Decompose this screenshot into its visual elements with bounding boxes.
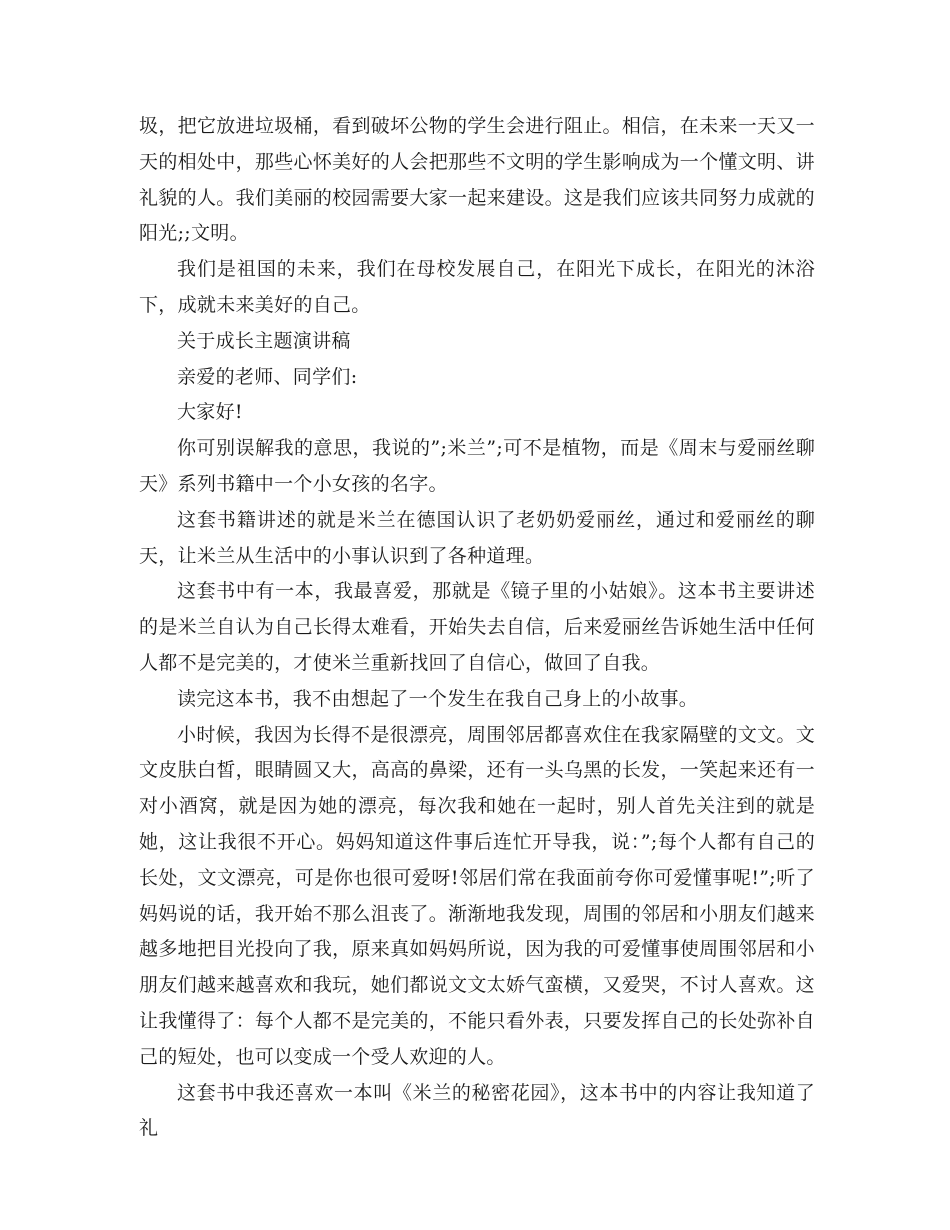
paragraph-6: 你可别误解我的意思，我说的”;米兰”;可不是植物，而是《周末与爱丽丝聊天》系列书籍中一个小女孩的名字。 [139,437,815,495]
greeting: 大家好! [177,401,243,424]
paragraph-2: 我们是祖国的未来，我们在母校发展自己，在阳光下成长，在阳光的沐浴下，成就未来美好的自己。 [139,258,815,316]
paragraph-8: 这套书中有一本，我最喜爱，那就是《镜子里的小姑娘》。这本书主要讲述的是米兰自认为自己长得太难看，开始失去自信，后来爱丽丝告诉她生活中任何人都不是完美的，才使米兰重新找回了自信心，做回了自我。 [139,580,815,674]
paragraph-1: 圾，把它放进垃圾桶，看到破坏公物的学生会进行阻止。相信，在未来一天又一天的相处中，那些心怀美好的人会把那些不文明的学生影响成为一个懂文明、讲礼貌的人。我们美丽的校园需要大家一起来建设。这是我们应该共同努力成就的阳光;;文明。 [139,115,815,245]
paragraph-9: 读完这本书，我不由想起了一个发生在我自己身上的小故事。 [177,687,699,710]
paragraph-11: 这套书中我还喜欢一本叫《米兰的秘密花园》，这本书中的内容让我知道了礼 [139,1081,815,1140]
paragraph-10: 小时候，我因为长得不是很漂亮，周围邻居都喜欢住在我家隔壁的文文。文文皮肤白皙，眼睛圆又大，高高的鼻梁，还有一头乌黑的长发，一笑起来还有一对小酒窝，就是因为她的漂亮，每次我和她在一起时，别人首先关注到的就是她，这让我很不开心。妈妈知道这件事后连忙开导我，说：”;每个人都有自己的长处，文文漂亮，可是你也很可爱呀!邻居们常在我面前夸你可爱懂事呢!”;听了妈妈说的话，我开始不那么沮丧了。渐渐地我发现，周围的邻居和小朋友们越来越多地把目光投向了我，原来真如妈妈所说，因为我的可爱懂事使周围邻居和小朋友们越来越喜欢和我玩，她们都说文文太娇气蛮横，又爱哭，不讨人喜欢。这让我懂得了：每个人都不是完美的，不能只看外表，只要发挥自己的长处弥补自己的短处，也可以变成一个受人欢迎的人。 [139,723,815,1068]
speech-title: 关于成长主题演讲稿 [177,329,351,352]
salutation: 亲爱的老师、同学们: [177,365,358,388]
paragraph-7: 这套书籍讲述的就是米兰在德国认识了老奶奶爱丽丝，通过和爱丽丝的聊天，让米兰从生活中的小事认识到了各种道理。 [139,508,815,567]
document-page [139,109,815,1147]
